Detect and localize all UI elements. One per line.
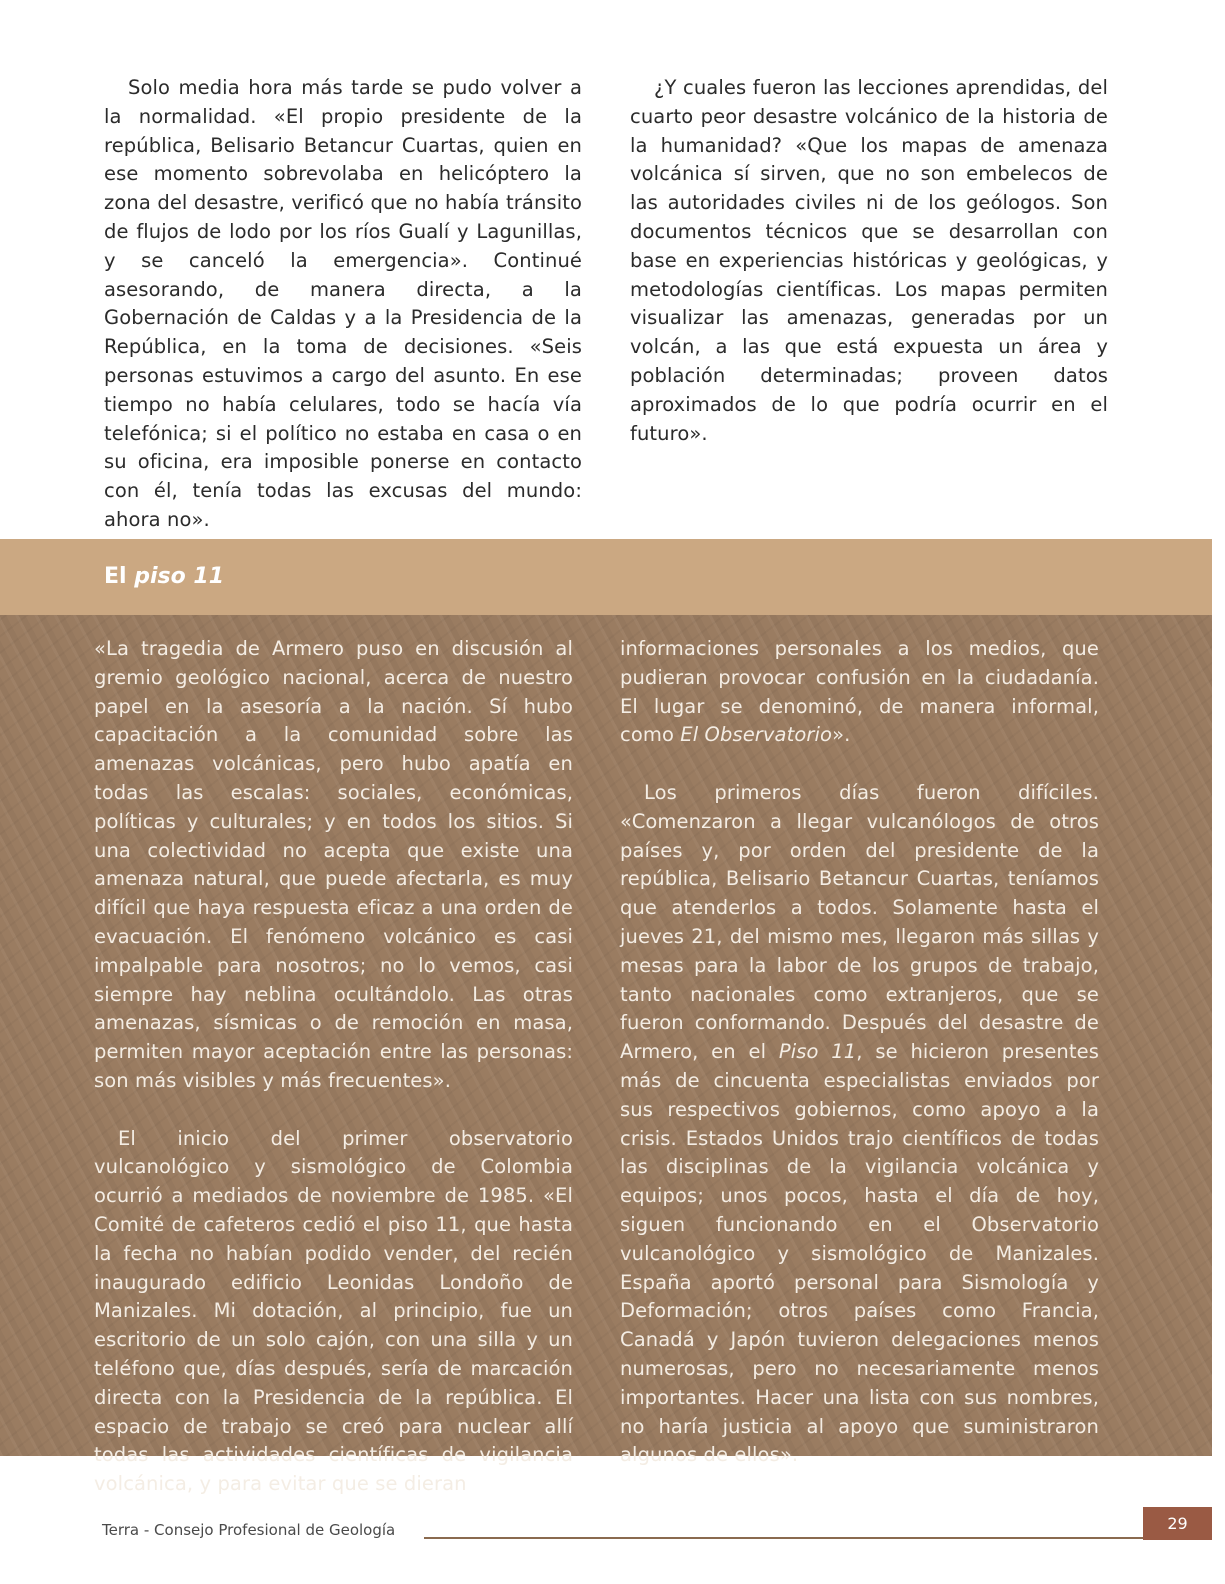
page-number: 29	[1143, 1507, 1212, 1540]
paragraph-text: , se hicieron presentes más de cincuenta especialistas enviados por sus respectivos gobiernos, como apoyo a la crisis. Estados Unidos trajo científicos de todas las disciplinas de la vigilancia volcánica y equipos; unos pocos, hasta el día de hoy, siguen funcionando en el Observatorio vulcanológico y sismológico de Manizales. España aportó personal para Sismología y Deformación; otros países como Francia, Canadá y Japón tuvieron delegaciones menos numerosas, pero no necesariamente menos importantes. Hacer una lista con sus nombres, no haría justicia al apoyo que suministraron algunos de ellos».	[620, 1040, 1099, 1467]
paragraph	[620, 635, 1099, 750]
section-header-band	[0, 539, 1212, 615]
paragraph: ¿Y cuales fueron las lecciones aprendidas, del cuarto peor desastre volcánico de la historia de la humanidad? «Que los mapas de amenaza volcánica sí sirven, que no son embelecos de las autoridades civiles ni de los geólogos. Son documentos técnicos que se desarrollan con base en experiencias históricas y geológicas, y metodologías científicas. Los mapas permiten visualizar las amenazas, generadas por un volcán, a las que está expuesta un área y población determinadas; proveen datos aproximados de lo que podría ocurrir en el futuro».	[630, 76, 1108, 445]
paragraph-text: Los primeros días fueron difíciles. «Comenzaron a llegar vulcanólogos de otros países y, por orden del presidente de la república, Belisario Betancur Cuartas, teníamos que atenderlos a todos. Solamente hasta el jueves 21, del mismo mes, llegaron más sillas y mesas para la labor de los grupos de trabajo, tanto nacionales como extranjeros, que se fueron conformando. Después del desastre de Armero, en el	[620, 780, 1099, 1064]
italic-term: Piso 11	[778, 1040, 857, 1064]
bottom-left-column	[94, 635, 573, 1499]
bottom-right-column	[620, 635, 1099, 1470]
section-body-panel	[0, 615, 1212, 1496]
section-title	[104, 539, 224, 615]
footer-publication: Terra - Consejo Profesional de Geología	[102, 1521, 396, 1539]
section-title-italic: piso 11	[134, 564, 225, 589]
paragraph	[620, 779, 1099, 1470]
section-title-prefix: El	[104, 564, 127, 589]
paragraph: El inicio del primer observatorio vulcanológico y sismológico de Colombia ocurrió a mediados de noviembre de 1985. «El Comité de cafeteros cedió el piso 11, que hasta la fecha no habían podido vender, del recién inaugurado edificio Leonidas Londoño de Manizales. Mi dotación, al principio, fue un escritorio de un solo cajón, con una silla y un teléfono que, días después, sería de marcación directa con la Presidencia de la república. El espacio de trabajo se creó para nuclear allí todas las actividades científicas de vigilancia volcánica, y para evitar que se dieran	[94, 1126, 573, 1496]
italic-term: El Observatorio	[680, 723, 833, 747]
paragraph-text: informaciones personales a los medios, que pudieran provocar confusión en la ciudadanía. El lugar se denominó, de manera informal, como	[620, 637, 1099, 747]
top-left-column	[104, 74, 582, 535]
paragraph-text: ».	[832, 723, 851, 747]
paragraph: «La tragedia de Armero puso en discusión al gremio geológico nacional, acerca de nuestro papel en la asesoría a la nación. Sí hubo capacitación a la comunidad sobre las amenazas volcánicas, pero hubo apatía en todas las escalas: sociales, económicas, políticas y culturales; y en todos los sitios. Si una colectividad no acepta que existe una amenaza natural, que puede afectarla, es muy difícil que haya respuesta eficaz a una orden de evacuación. El fenómeno volcánico es casi impalpable para nosotros; no lo vemos, casi siempre hay neblina ocultándolo. Las otras amenazas, sísmicas o de remoción en masa, permiten mayor aceptación entre las personas: son más visibles y más frecuentes».	[94, 637, 573, 1092]
top-right-column	[630, 74, 1108, 448]
paragraph: Solo media hora más tarde se pudo volver a la normalidad. «El propio presidente de la república, Belisario Betancur Cuartas, quien en ese momento sobrevolaba en helicóptero la zona del desastre, verificó que no había tránsito de flujos de lodo por los ríos Gualí y Lagunillas, y se canceló la emergencia». Continué asesorando, de manera directa, a la Gobernación de Caldas y a la Presidencia de la República, en la toma de decisiones. «Seis personas estuvimos a cargo del asunto. En ese tiempo no había celulares, todo se hacía vía telefónica; si el político no estaba en casa o en su oficina, era imposible ponerse en contacto con él, tenía todas las excusas del mundo: ahora no».	[104, 76, 582, 531]
footer-divider	[424, 1537, 1143, 1539]
